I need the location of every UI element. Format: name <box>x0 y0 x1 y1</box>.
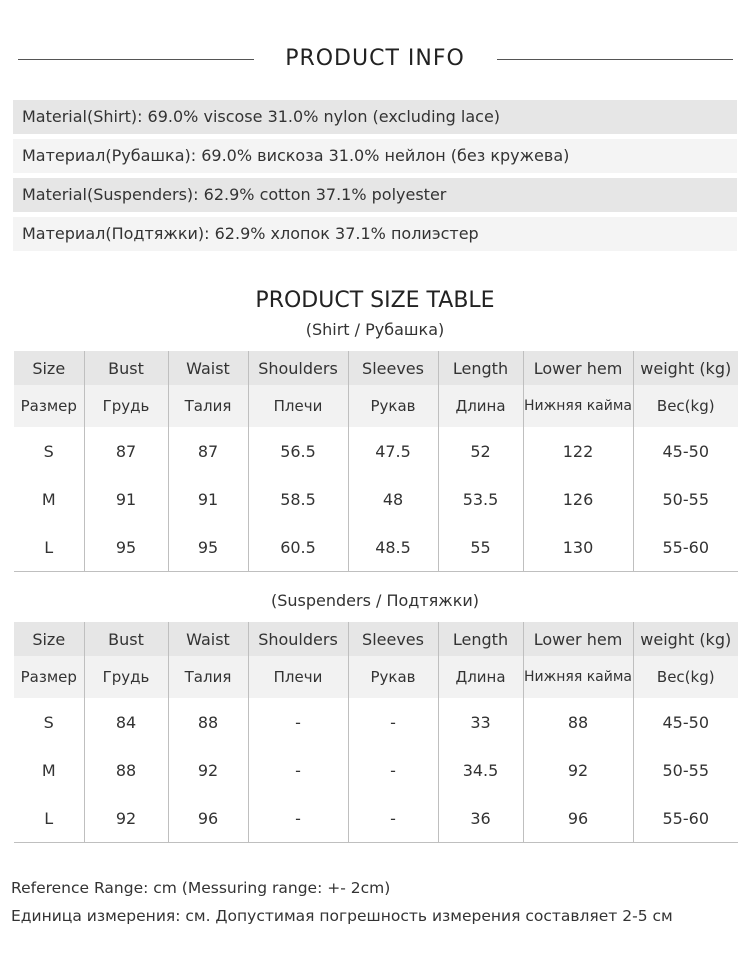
table-cell: 34.5 <box>438 746 523 794</box>
column-header: Shoulders <box>248 622 348 656</box>
table-cell: M <box>14 475 84 523</box>
column-header-ru: Рукав <box>348 656 438 698</box>
table-cell: 45-50 <box>662 712 709 732</box>
material-row: Материал(Рубашка): 69.0% вискоза 31.0% нейлон (без кружева) <box>13 139 737 173</box>
table-cell: 87 <box>168 427 248 475</box>
column-header: Sleeves <box>348 622 438 656</box>
table-cell: - <box>348 746 438 794</box>
table-cell: 33 <box>438 698 523 746</box>
header-divider-right <box>497 59 733 60</box>
header-row-en <box>14 351 738 385</box>
suspenders-table-subtitle: (Suspenders / Подтяжки) <box>270 591 480 610</box>
table-cell: - <box>248 746 348 794</box>
table-cell: 58.5 <box>248 475 348 523</box>
table-cell: 55-60 <box>633 794 738 843</box>
table-cell: 88 <box>168 698 248 746</box>
column-header: Length <box>438 622 523 656</box>
table-row <box>14 698 738 746</box>
table-row <box>14 475 738 523</box>
table-cell: S <box>14 698 84 746</box>
table-cell: - <box>348 794 438 843</box>
material-row: Материал(Подтяжки): 62.9% хлопок 37.1% полиэстер <box>13 217 737 251</box>
table-cell: 53.5 <box>438 475 523 523</box>
material-list <box>13 100 737 256</box>
column-header-ru: Рукав <box>348 385 438 427</box>
table-cell: S <box>14 427 84 475</box>
column-header: Lower hem <box>523 351 633 385</box>
column-header-ru: Размер <box>14 385 84 427</box>
table-cell: - <box>348 698 438 746</box>
table-cell: - <box>248 794 348 843</box>
table-cell: 50-55 <box>662 760 709 780</box>
column-header: Size <box>14 622 84 656</box>
header-row-ru <box>14 385 738 427</box>
column-header: weight (kg) <box>633 351 738 385</box>
column-header-ru: Вес(kg) <box>633 385 738 427</box>
header-row-ru <box>14 656 738 698</box>
column-header-ru: Вес(kg) <box>633 656 738 698</box>
table-cell: 122 <box>523 427 633 475</box>
table-cell: 95 <box>84 523 168 572</box>
column-header-ru: Грудь <box>84 385 168 427</box>
page-title: PRODUCT INFO <box>285 46 465 71</box>
table-cell: 52 <box>438 427 523 475</box>
table-cell: 130 <box>523 523 633 572</box>
table-cell: 48 <box>348 475 438 523</box>
table-cell: L <box>14 794 84 843</box>
table-cell: 92 <box>168 746 248 794</box>
table-cell: 48.5 <box>348 523 438 572</box>
column-header: Bust <box>84 351 168 385</box>
table-cell: 55-60 <box>633 523 738 572</box>
table-row <box>14 427 738 475</box>
product-info-header <box>0 40 750 80</box>
column-header-ru: Нижняя кайма <box>523 656 633 698</box>
table-cell: L <box>14 523 84 572</box>
column-header: Lower hem <box>523 622 633 656</box>
table-cell: 91 <box>168 475 248 523</box>
table-cell: 96 <box>523 794 633 843</box>
column-header-ru: Плечи <box>248 385 348 427</box>
material-row: Material(Suspenders): 62.9% cotton 37.1% polyester <box>13 178 737 212</box>
reference-range-note: Reference Range: cm (Messuring range: +- 2cm) <box>11 879 391 897</box>
column-header: weight (kg) <box>633 622 738 656</box>
column-header: Sleeves <box>348 351 438 385</box>
table-cell: 92 <box>523 746 633 794</box>
table-cell: 55 <box>438 523 523 572</box>
table-cell: 45-50 <box>662 441 709 461</box>
table-cell: 60.5 <box>248 523 348 572</box>
column-header-ru: Талия <box>168 656 248 698</box>
column-header-ru: Талия <box>168 385 248 427</box>
header-row-en <box>14 622 738 656</box>
column-header: Waist <box>168 351 248 385</box>
column-header-ru: Длина <box>438 385 523 427</box>
suspenders-size-table <box>14 622 738 843</box>
column-header-ru: Грудь <box>84 656 168 698</box>
table-cell: 50-55 <box>662 489 709 509</box>
table-cell: 47.5 <box>348 427 438 475</box>
table-cell: 87 <box>84 427 168 475</box>
material-row: Material(Shirt): 69.0% viscose 31.0% nylon (excluding lace) <box>13 100 737 134</box>
table-cell: - <box>248 698 348 746</box>
column-header: Shoulders <box>248 351 348 385</box>
table-cell: 56.5 <box>248 427 348 475</box>
table-cell: 84 <box>84 698 168 746</box>
table-cell: 126 <box>523 475 633 523</box>
column-header-ru: Размер <box>14 656 84 698</box>
table-cell: 36 <box>438 794 523 843</box>
shirt-table-subtitle: (Shirt / Рубашка) <box>305 320 445 339</box>
table-cell: 92 <box>84 794 168 843</box>
shirt-size-table <box>14 351 738 572</box>
column-header: Waist <box>168 622 248 656</box>
table-cell: M <box>14 746 84 794</box>
column-header-ru: Нижняя кайма <box>523 385 633 427</box>
table-row <box>14 523 738 572</box>
size-table-title: PRODUCT SIZE TABLE <box>255 288 495 313</box>
measurement-note-ru: Единица измерения: см. Допустимая погрешность измерения составляет 2-5 см <box>11 907 673 925</box>
column-header: Length <box>438 351 523 385</box>
table-cell: 95 <box>168 523 248 572</box>
table-row <box>14 794 738 843</box>
table-cell: 96 <box>168 794 248 843</box>
column-header-ru: Плечи <box>248 656 348 698</box>
column-header: Bust <box>84 622 168 656</box>
column-header-ru: Длина <box>438 656 523 698</box>
column-header: Size <box>14 351 84 385</box>
table-row <box>14 746 738 794</box>
table-cell: 91 <box>84 475 168 523</box>
table-cell: 88 <box>84 746 168 794</box>
table-cell: 88 <box>523 698 633 746</box>
